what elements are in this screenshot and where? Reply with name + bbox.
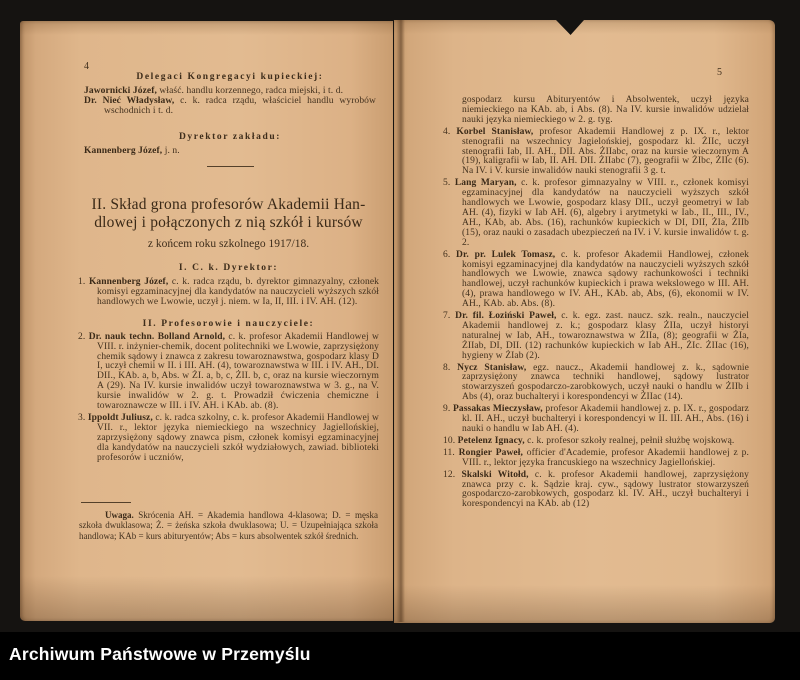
book-page-left (20, 21, 393, 621)
professor-name: Rongier Paweł, (458, 447, 523, 458)
professor-name: Nycz Stanisław, (457, 362, 527, 373)
delegate-entry: Dr. Nieć Władysław, c. k. radca rządu, właściciel handlu wyrobów wschodnich i t. d. (84, 95, 376, 116)
heading-ck-director: I. C. k. Dyrektor: (178, 263, 279, 273)
professor-name: Dr. pr. Lulek Tomasz, (456, 249, 556, 260)
professor-name: Skalski Witołd, (461, 469, 529, 480)
page-number-left: 4 (84, 61, 89, 72)
page-number-right: 5 (717, 67, 722, 78)
section-title: II. Skład grona profesorów Akademii Han- dlowej i połączonych z nią szkół i kursów (91, 196, 366, 231)
book-gutter-shadow (396, 20, 405, 622)
professor-entry: 8. Nycz Stanisław, egz. naucz., Akademii handlowej z. k., sądownie zaprzysiężony znawca techniki handlowej, sądowy lustrator stowarzyszeń gospodarczo-zarobkowych, uczył nauki o handlu w ŻIIb i Abs (4), oraz buchalteryi i korespondencyi w ŻIIac (14). (443, 362, 749, 403)
delegate-name: Dr. Nieć Władysław, (84, 95, 175, 106)
footnote-block (79, 502, 378, 541)
delegate-entry: Jawornicki Józef, właść. handlu korzennego, radca miejski, i t. d. (84, 86, 344, 96)
director-entry: Kannenberg Józef, j. n. (84, 145, 180, 156)
section-divider-rule (207, 166, 254, 167)
professor-name: Ippoldt Juliusz, (87, 412, 153, 423)
professor-entry: 5. Lang Maryan, c. k. profesor gimnazyalny w VIII. r., członek komisyi egzaminacyjnej dla kandydatów na nauczycieli wyższych szkół handlowych we Lwowie, gospodarz klasy DII., uczył geometryi w Iab AH. (4), fizyki w Iab AH. (6), algebry i arytmetyki w Iab., II., III., IV., AH., KAb, ab. Abs. (16), rachunków kupieckich w DI, DII, ŻIa, ŻIIb (15), oraz nauki o zasadach ubezpieczeń na IV. i V. kursie inwalidów t. g. 2. (443, 178, 749, 248)
right-page-body (443, 96, 749, 510)
professor-entry: 12. Skalski Witołd, c. k. profesor Akademii handlowej, zaprzysiężony znawca przy c. k. Sądzie kraj. cyw., sądowy lustrator stowarzyszeń gospodarczo-zarobkowych, gospodarz kl. IV. AH., uczył buchalteryi i korespondencyi na KAb. ab (12) (443, 469, 749, 510)
archive-watermark-label: Archiwum Państwowe w Przemyślu (9, 644, 311, 664)
professor-entry: 4. Korbel Stanisław, profesor Akademii Handlowej z p. IX. r., lektor stenografii na wszechnicy Jagielońskiej, gospodarz kl. ŻIIc, uczył stenografii Iab, II. AH., DII. Abs. ŻIIabc, oraz na kursie wieczornym A (19), kaligrafii w Iab, II. AH. DII. ŻIIabc (7), geografii w ŻIbc, ŻIIc (6). Na IV. i V. kursie inwalidów nauki stenografii 3 g. t. (443, 126, 749, 177)
left-page-section (78, 196, 379, 464)
professor-name: Passakas Mieczysław, (452, 404, 543, 415)
professor-name: Dr. fil. Łoziński Paweł, (455, 311, 557, 322)
section-subtitle: z końcem roku szkolnego 1917/18. (147, 238, 310, 250)
heading-delegates: Delegaci Kongregacyi kupieckiej: (136, 72, 324, 82)
book-page-right (394, 20, 775, 623)
professor-name: Kannenberg Józef, (88, 277, 169, 287)
professor-entry: 2. Dr. nauk techn. Bolland Arnold, c. k. profesor Akademii Handlowej w VIII. r. inżynier-chemik, docent politechniki we Lwowie, zaprzysiężony chemik sądowy i znawca z zakresu towaroznawstwa, gospodarz klasy D I, uczył chemii w II. i III. AH. (4), towaroznawstwa w III. i IV. AH., DI. DII., KAb. a, b, Abs. w ŻI. a, b, c, ŻII. b, c, oraz na kursie wieczornym A (29). Na IV. kursie inwalidów uczył towaroznawstwa w 3. g., na V. kursie inwalidów w 2. g. t. Prowadził ćwiczenia chemiczne i towaroznawcze w III. i IV. AH. i KAb. ab. (8). (78, 331, 379, 412)
director-name: Kannenberg Józef, (84, 145, 163, 156)
footnote-rule (81, 502, 131, 503)
footnote-text: Uwaga. Skrócenia AH. = Akademia handlowa 4-klasowa; D. = męska szkoła dwuklasowa; Ż. = żeńska szkoła dwuklasowa; U. = Uzupełniająca szkoła handlowa; KAb = kurs abituryentów; Abs = kurs absolwentek szkół średnich. (79, 510, 378, 541)
footnote-label: Uwaga. (105, 510, 134, 520)
professor-name: Petelenz Ignacy, (457, 435, 525, 446)
professor-name: Korbel Stanisław, (456, 126, 534, 137)
delegate-name: Jawornicki Józef, (84, 86, 157, 96)
professor-entry: 9. Passakas Mieczysław, profesor Akademii handlowej z. p. IX. r., gospodarz kl. II. AH., uczył buchalteryi i korespondencyi w II. III. AH., Abs. (16) i nauki o handlu w Iab AH. (4). (443, 404, 749, 434)
archive-watermark-bar (0, 632, 800, 680)
professor-name: Dr. nauk techn. Bolland Arnold, (88, 331, 226, 342)
director-item: 1. Kannenberg Józef, c. k. radca rządu, b. dyrektor gimnazyalny, członek komisyi egzaminacyjnej dla kandydatów na nauczycieli wyższych szkół handlowych we Lwowie, uczył j. niem. w Ia, II, III. i IV. AH. (12). (78, 277, 379, 307)
professor-entry: 10. Petelenz Ignacy, c. k. profesor szkoły realnej, pełnił służbę wojskową. (443, 435, 735, 446)
left-page-top-matter (84, 61, 376, 167)
professor-entry: 3. Ippoldt Juliusz, c. k. radca szkolny, c. k. profesor Akademii Handlowej w VII. r., lektor języka niemieckiego na wszechnicy Jagiellońskiej, zaprzysiężony sądowy znawca pism, członek komisyi egzaminacyjnej dla kandydatów na nauczycieli szkół wydziałowych, zawiad. biblioteki profesorów i uczniów, (78, 412, 379, 463)
heading-director: Dyrektor zakładu: (178, 131, 282, 142)
continuation-paragraph: gospodarz kursu Abituryentów i Absolwentek, uczył języka niemieckiego na KAb. ab, i Abs. (8). Na IV. kursie inwalidów udzielał nauki języka niemieckiego w 2. g. tyg. (462, 95, 749, 125)
professor-name: Lang Maryan, (454, 178, 517, 189)
professor-entry: 11. Rongier Paweł, officier d'Academie, profesor Akademii handlowej z p. VIII. r., lektor języka francuskiego na wszechnicy Jagiellońskiej. (443, 447, 750, 468)
professor-entry: 6. Dr. pr. Lulek Tomasz, c. k. profesor Akademii Handlowej, członek komisyi egzaminacyjnej dla kandydatów na nauczycieli wyższych szkół handlowych we Lwowie, znawca sądowy rachunkowości i techniki handlowej, uczył rachunków kupieckich i prawa wekslowego w III. AH. (4), prawa handlowego w IV. AH., KAb. ab, Abs, (6), ekonomii w IV. AH., KAb. ab. Abs. (8). (443, 249, 749, 310)
professor-entry: 7. Dr. fil. Łoziński Paweł, c. k. egz. zast. naucz. szk. realn., nauczyciel Akademii handlowej z. k.; gospodarz klasy ŻIIa, uczył historyi naturalnej w Iab, AH., towaroznawstwa w ŻIIa, (8); geografii w ŻIa, ŻIIab, DI, DII. (12) rachunków kupieckich w Iab AH., ŻIc. ŻIIac (16), hygieny w ŻIab (2). (443, 311, 749, 361)
heading-professors: II. Profesorowie i nauczyciele: (142, 318, 315, 329)
